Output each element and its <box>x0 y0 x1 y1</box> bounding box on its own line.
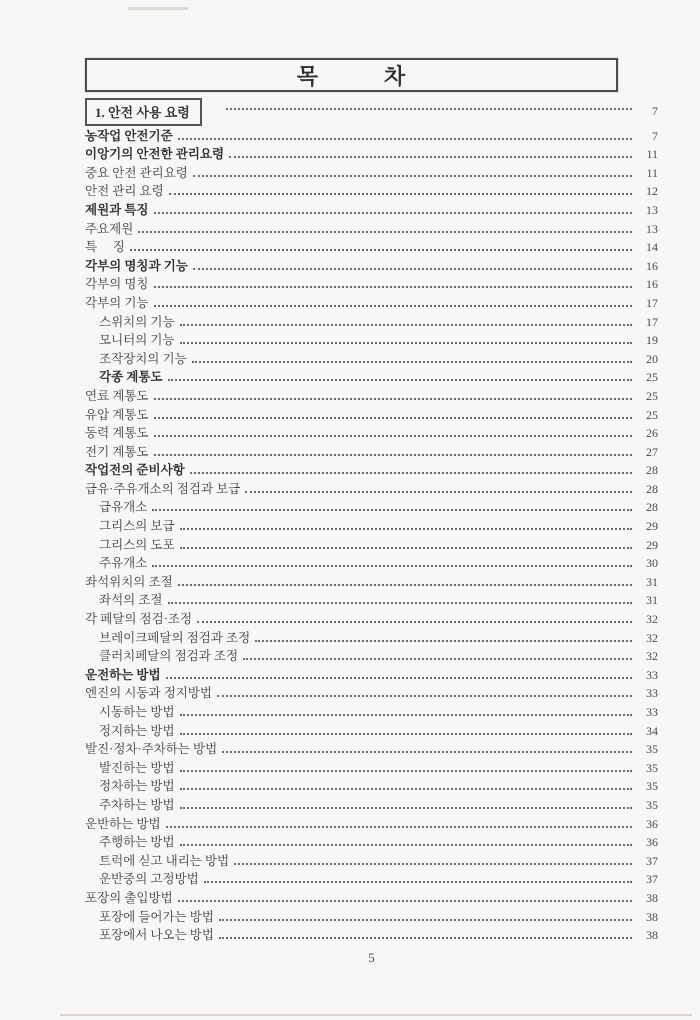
toc-entry-label: 안전 관리 요령 <box>85 184 164 199</box>
toc-entry-page-number: 33 <box>646 705 658 719</box>
dotted-leader <box>222 751 632 753</box>
toc-entry-page-number: 31 <box>646 593 658 608</box>
toc-entry <box>85 628 658 647</box>
toc-entry <box>85 684 658 703</box>
dotted-leader <box>229 156 632 158</box>
toc-entry-label: 좌석의 조절 <box>99 593 163 608</box>
toc-entry <box>85 293 658 312</box>
toc-entry-page-number: 11 <box>646 165 658 180</box>
scan-artifact <box>60 1014 692 1016</box>
dotted-leader <box>180 807 632 809</box>
toc-entry <box>85 535 658 554</box>
toc-entry-label: 엔진의 시동과 정지방법 <box>85 686 213 701</box>
toc-entry-page-number: 25 <box>646 388 658 403</box>
toc-entry-label: 전기 계통도 <box>85 444 149 459</box>
toc-entry <box>85 368 658 387</box>
dotted-leader <box>226 108 632 110</box>
toc-entry <box>85 926 658 945</box>
toc-entry-label: 정차하는 방법 <box>99 779 175 794</box>
dotted-leader <box>178 138 632 140</box>
toc-entry <box>85 498 658 517</box>
toc-entry <box>85 275 658 294</box>
toc-entry <box>85 479 658 498</box>
toc-entry-label: 그리스의 도포 <box>99 537 175 552</box>
toc-entry-label: 스위치의 기능 <box>99 314 175 329</box>
dotted-leader <box>138 231 632 233</box>
toc-entry-page-number: 35 <box>646 797 658 812</box>
dotted-leader <box>130 249 632 251</box>
toc-entry <box>85 795 658 814</box>
toc-entry-label: 모니터의 기능 <box>99 333 175 348</box>
toc-entry-page-number: 16 <box>646 277 658 292</box>
toc-title-box <box>85 58 618 92</box>
scan-artifact <box>128 7 188 10</box>
toc-entry-label: 연료 계통도 <box>85 388 149 403</box>
toc-entry <box>85 888 658 907</box>
toc-entry-label: 트럭에 싣고 내리는 방법 <box>99 853 230 868</box>
toc-entry-page-number: 29 <box>646 519 658 534</box>
toc-entry-page-number: 19 <box>646 333 658 348</box>
toc-entry <box>85 554 658 573</box>
toc-section-row <box>85 99 658 124</box>
dotted-leader <box>154 286 632 288</box>
toc-entry-page-number: 28 <box>646 500 658 515</box>
toc-entry <box>85 870 658 889</box>
toc-entry-page-number: 25 <box>646 407 658 422</box>
toc-entry-label: 운반하는 방법 <box>85 816 161 831</box>
toc-entry <box>85 609 658 628</box>
toc-entry-label: 브레이크페달의 점검과 조정 <box>99 630 251 645</box>
toc-entry <box>85 219 658 238</box>
dotted-leader <box>245 491 632 493</box>
toc-entry-page-number: 25 <box>646 370 658 385</box>
toc-entry <box>85 777 658 796</box>
dotted-leader <box>217 695 632 697</box>
toc-entry-page-number: 32 <box>646 649 658 664</box>
toc-entry <box>85 851 658 870</box>
footer-page-number: 5 <box>368 950 375 965</box>
toc-entry-page-number: 36 <box>646 835 658 850</box>
toc-entry-page-number: 36 <box>646 816 658 831</box>
toc-entry <box>85 405 658 424</box>
toc-entry <box>85 238 658 257</box>
toc-entry <box>85 145 658 164</box>
toc-entry-label: 각부의 명칭과 기능 <box>85 258 188 273</box>
toc-entry-label: 클러치페달의 점검과 조정 <box>99 649 239 664</box>
toc-entry-page-number: 33 <box>646 686 658 701</box>
toc-entry <box>85 647 658 666</box>
toc-entry <box>85 572 658 591</box>
section-page-number: 7 <box>652 103 658 118</box>
toc-entry-page-number: 32 <box>646 630 658 645</box>
toc-entry-page-number: 12 <box>646 184 658 199</box>
dotted-leader <box>168 602 632 604</box>
toc-entry-label: 포장의 출입방법 <box>85 890 173 905</box>
dotted-leader <box>154 417 632 419</box>
dotted-leader <box>154 435 632 437</box>
dotted-leader <box>169 193 632 195</box>
toc-entry-label: 각부의 명칭 <box>85 277 149 292</box>
toc-entry-label: 이앙기의 안전한 관리요령 <box>85 147 225 162</box>
toc-entry-label: 특 징 <box>85 240 125 255</box>
dotted-leader <box>178 584 632 586</box>
dotted-leader <box>197 621 632 623</box>
toc-entry <box>85 665 658 684</box>
toc-entry-label: 급유·주유개소의 점검과 보급 <box>85 481 241 496</box>
toc-entry-page-number: 33 <box>646 667 658 682</box>
dotted-leader <box>168 379 632 381</box>
toc-entry-page-number: 31 <box>646 574 658 589</box>
toc-entry-page-number: 38 <box>646 890 658 905</box>
toc-entry-label: 포장에 들어가는 방법 <box>99 909 214 924</box>
toc-entry <box>85 126 658 145</box>
dotted-leader <box>180 547 632 549</box>
toc-entry <box>85 442 658 461</box>
toc-entry-label: 운전하는 방법 <box>85 667 161 682</box>
toc-entry-label: 동력 계통도 <box>85 426 149 441</box>
toc-entry <box>85 721 658 740</box>
dotted-leader <box>166 826 632 828</box>
toc-entry <box>85 349 658 368</box>
toc-entry-label: 그리스의 보급 <box>99 519 175 534</box>
toc-entry-label: 중요 안전 관리요령 <box>85 165 188 180</box>
toc-entry <box>85 702 658 721</box>
toc-entry-label: 각부의 기능 <box>85 295 149 310</box>
toc-entry <box>85 424 658 443</box>
dotted-leader <box>204 881 632 883</box>
toc-entry-label: 급유개소 <box>99 500 148 515</box>
toc-entries <box>85 126 658 944</box>
toc-entry-label: 조작장치의 기능 <box>99 351 187 366</box>
toc-entry-page-number: 7 <box>652 128 658 143</box>
toc-entry <box>85 814 658 833</box>
dotted-leader <box>234 863 632 865</box>
toc-entry <box>85 907 658 926</box>
toc-entry-page-number: 38 <box>646 928 658 943</box>
toc-entry-label: 주유개소 <box>99 556 148 571</box>
dotted-leader <box>180 770 632 772</box>
dotted-leader <box>219 937 632 939</box>
dotted-leader <box>178 900 632 902</box>
toc-entry-page-number: 35 <box>646 760 658 775</box>
toc-entry-page-number: 29 <box>646 537 658 552</box>
toc-entry-label: 좌석위치의 조절 <box>85 574 173 589</box>
toc-entry-label: 운반중의 고정방법 <box>99 872 199 887</box>
section-header-box: 1. 안전 사용 요령 <box>85 98 202 126</box>
dotted-leader <box>180 714 632 716</box>
dotted-leader <box>180 733 632 735</box>
toc-entry-page-number: 27 <box>646 444 658 459</box>
toc-entry-page-number: 28 <box>646 481 658 496</box>
dotted-leader <box>154 454 632 456</box>
dotted-leader <box>243 658 632 660</box>
toc-entry-label: 포장에서 나오는 방법 <box>99 928 214 943</box>
toc-entry-label: 제원과 특징 <box>85 202 149 217</box>
toc-entry <box>85 758 658 777</box>
toc-entry-label: 시동하는 방법 <box>99 705 175 719</box>
toc-entry-page-number: 35 <box>646 779 658 794</box>
dotted-leader <box>180 844 632 846</box>
toc-entry-label: 주요제원 <box>85 221 134 236</box>
toc-entry-page-number: 17 <box>646 314 658 329</box>
dotted-leader <box>152 565 632 567</box>
toc-entry <box>85 833 658 852</box>
toc-entry <box>85 312 658 331</box>
toc-entry <box>85 200 658 219</box>
toc-entry <box>85 740 658 759</box>
toc-entry-label: 각 페달의 점검·조정 <box>85 612 193 627</box>
toc-entry-page-number: 11 <box>646 147 658 162</box>
toc-entry-label: 주차하는 방법 <box>99 797 175 812</box>
page-title: 목 차 <box>296 63 407 89</box>
toc-entry-page-number: 14 <box>646 240 658 255</box>
dotted-leader <box>193 175 632 177</box>
dotted-leader <box>180 324 632 326</box>
toc-entry-page-number: 34 <box>646 723 658 738</box>
dotted-leader <box>219 919 632 921</box>
toc-entry-label: 정지하는 방법 <box>99 723 175 738</box>
toc-entry-page-number: 20 <box>646 351 658 366</box>
dotted-leader <box>192 361 632 363</box>
toc-entry-page-number: 35 <box>646 742 658 757</box>
toc-entry-label: 발진하는 방법 <box>99 760 175 775</box>
dotted-leader <box>166 677 632 679</box>
toc-entry-page-number: 26 <box>646 426 658 441</box>
toc-entry <box>85 163 658 182</box>
toc-entry-label: 농작업 안전기준 <box>85 128 173 143</box>
dotted-leader <box>152 509 632 511</box>
dotted-leader <box>255 640 632 642</box>
toc-entry-page-number: 37 <box>646 853 658 868</box>
dotted-leader <box>193 268 632 270</box>
dotted-leader <box>180 788 632 790</box>
dotted-leader <box>154 305 632 307</box>
toc-entry-page-number: 32 <box>646 612 658 627</box>
toc-entry-label: 유압 계통도 <box>85 407 149 422</box>
toc-entry <box>85 182 658 201</box>
dotted-leader <box>154 212 632 214</box>
toc-entry <box>85 591 658 610</box>
dotted-leader <box>154 398 632 400</box>
toc-entry-label: 주행하는 방법 <box>99 835 175 850</box>
dotted-leader <box>180 528 632 530</box>
toc-entry-page-number: 13 <box>646 221 658 236</box>
toc-entry-page-number: 37 <box>646 872 658 887</box>
toc-entry <box>85 461 658 480</box>
toc-entry-label: 발진·정차·주차하는 방법 <box>85 742 218 757</box>
toc-entry <box>85 331 658 350</box>
toc-entry-page-number: 17 <box>646 295 658 310</box>
toc-entry <box>85 256 658 275</box>
toc-entry-page-number: 28 <box>646 463 658 478</box>
toc-entry <box>85 386 658 405</box>
dotted-leader <box>190 472 632 474</box>
toc-entry-page-number: 30 <box>646 556 658 571</box>
toc-entry-label: 작업전의 준비사항 <box>85 463 185 478</box>
dotted-leader <box>180 342 632 344</box>
toc-entry-label: 각종 계통도 <box>99 370 163 385</box>
toc-entry <box>85 516 658 535</box>
toc-entry-page-number: 16 <box>646 258 658 273</box>
toc-entry-page-number: 13 <box>646 202 658 217</box>
toc-entry-page-number: 38 <box>646 909 658 924</box>
